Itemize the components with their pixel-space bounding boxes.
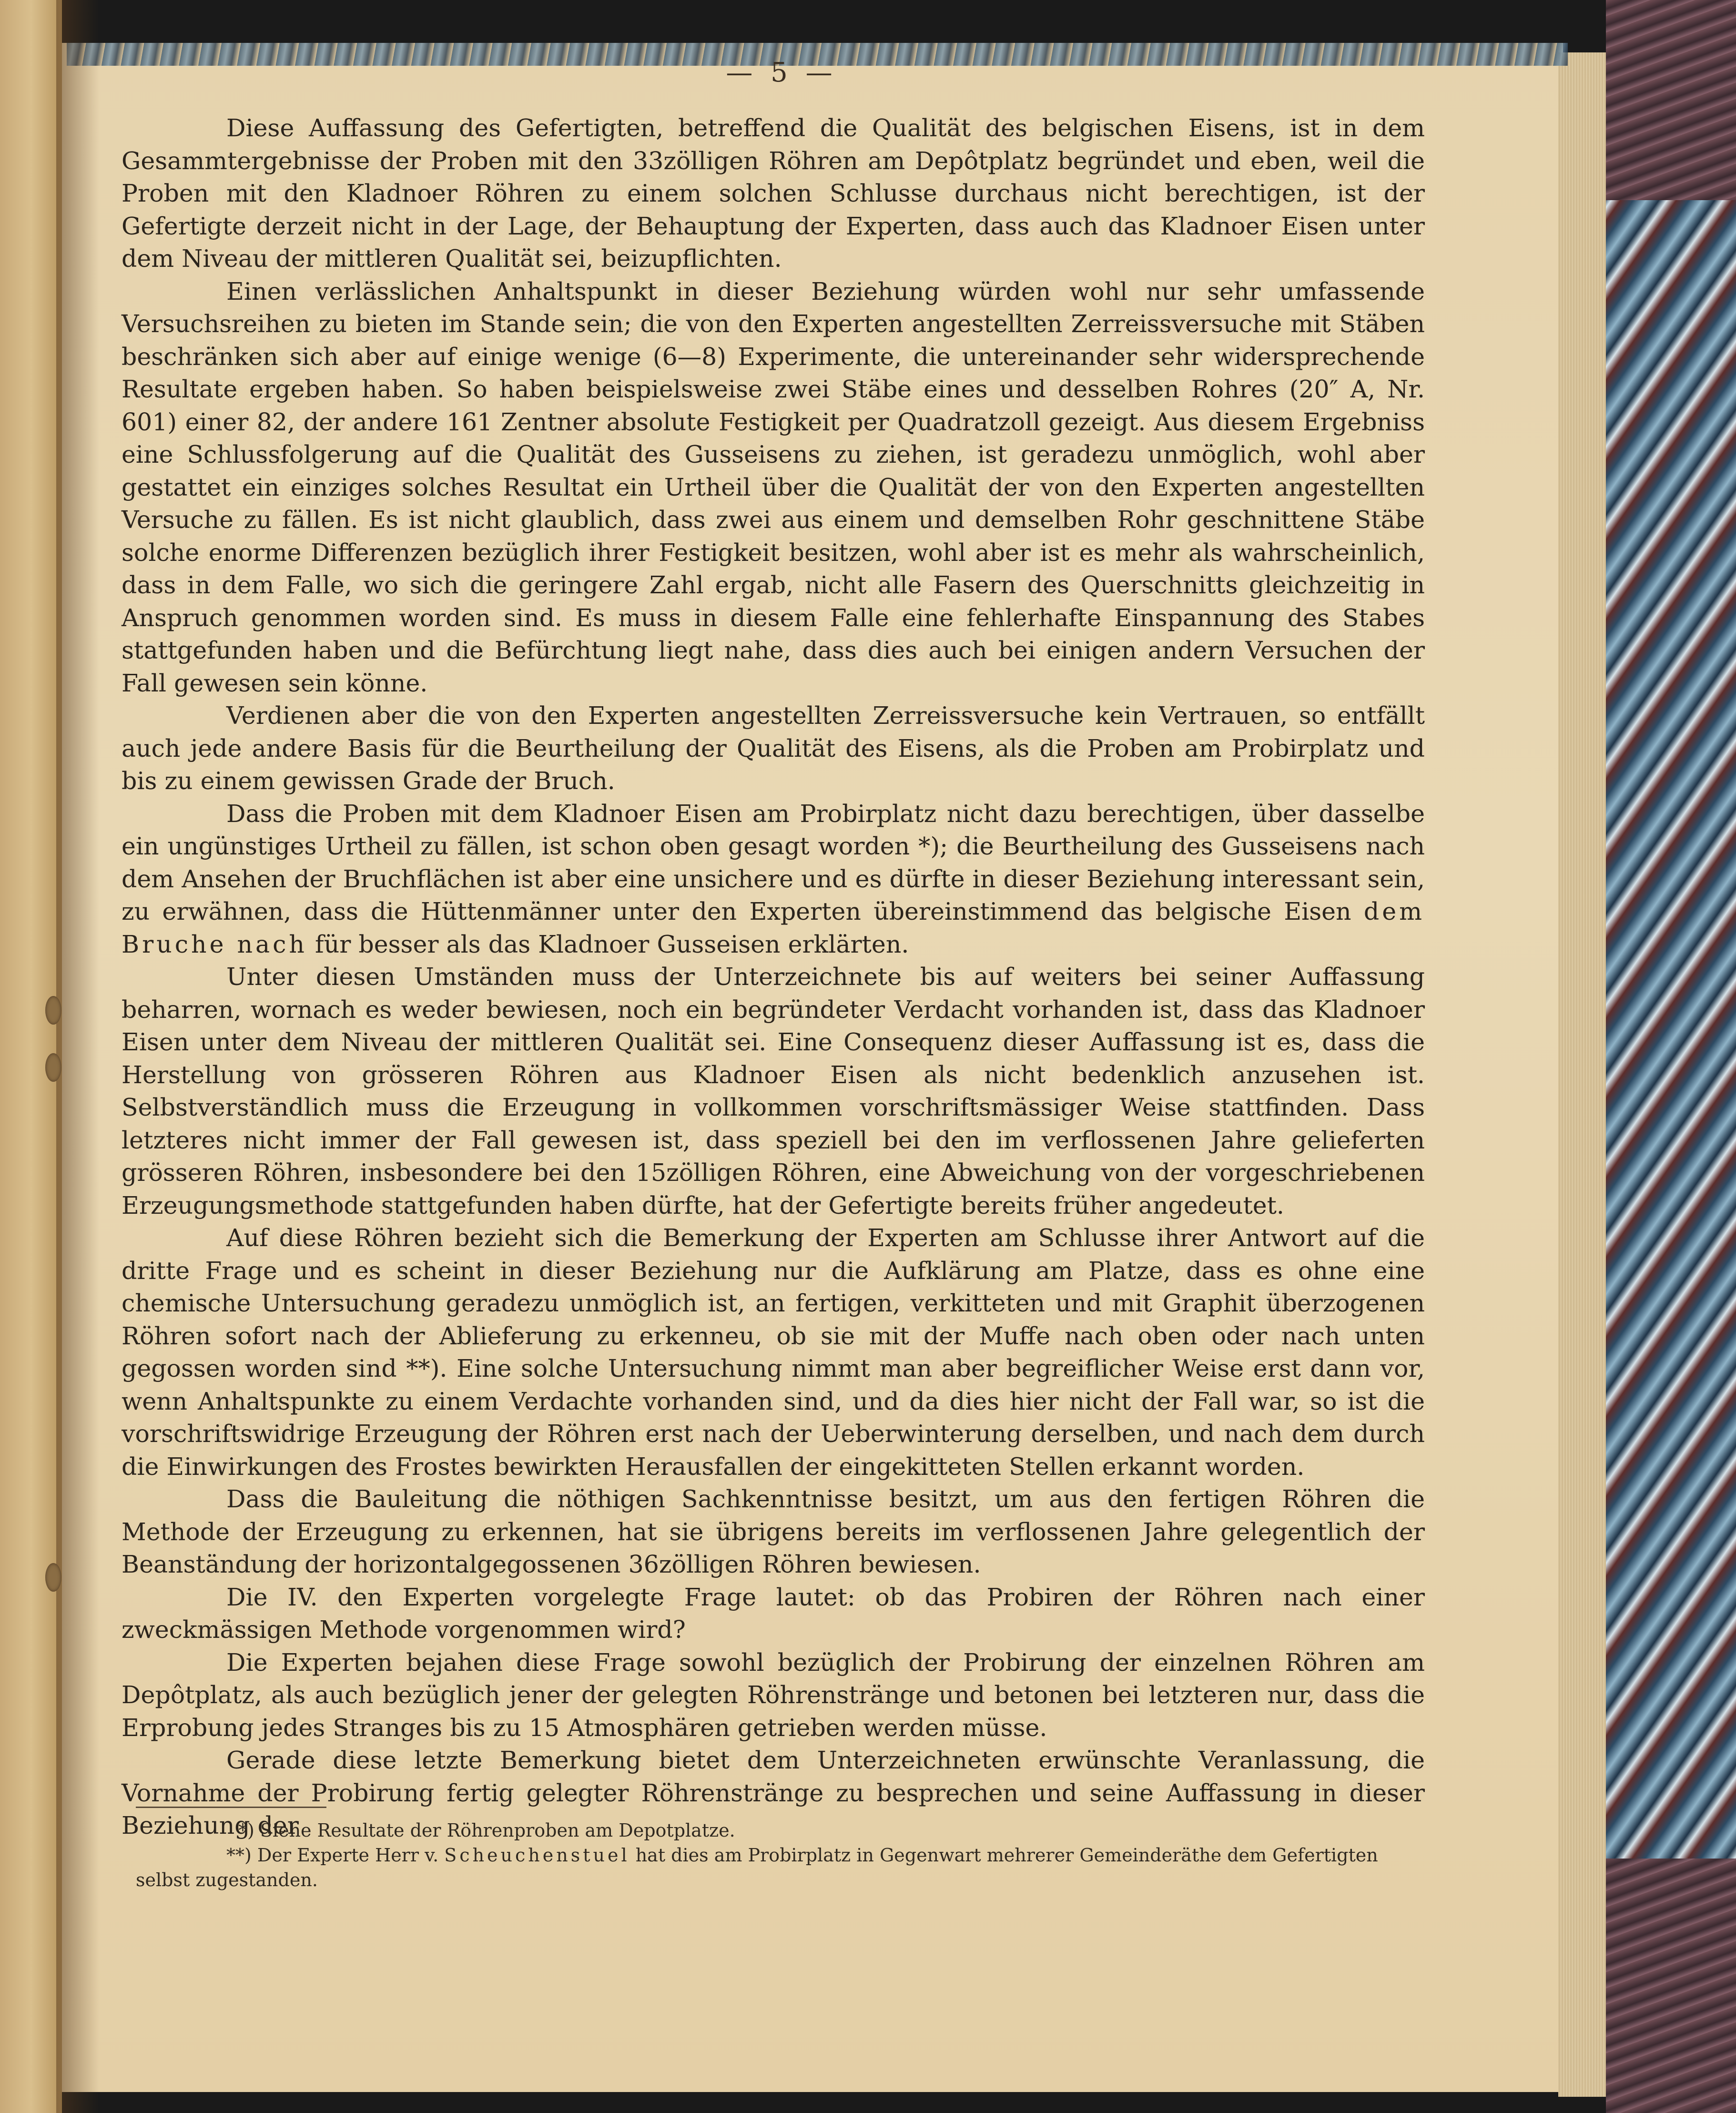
binding-hole xyxy=(45,1053,61,1082)
paragraph: Die Experten bejahen diese Frage sowohl bezüglich der Probirung der einzelnen Röhren am Depôtplatz, als auch bezüglich jener der gelegten Röhrenstränge und betonen bei letzteren nur, dass die Erprobung jedes Stranges bis zu 15 Atmosphären getrieben werden müsse. xyxy=(122,1648,1425,1742)
footnote-rule xyxy=(136,1807,326,1808)
gutter-shadow xyxy=(56,0,99,2113)
paragraph: Auf diese Röhren bezieht sich die Bemerkung der Experten am Schlusse ihrer Antwort auf die dritte Frage und es scheint in dieser Beziehung nur die Aufklärung am Platze, dass es ohne eine chemische Untersuchung geradezu unmöglich ist, an fertigen, verkitteten und mit Graphit überzogenen Röhren sofort nach der Ablieferung zu erkenneu, ob sie mit der Muffe nach oben oder nach unten gegossen worden sind **). Eine solche Untersuchung nimmt man aber begreiflicher Weise erst dann vor, wenn Anhaltspunkte zu einem Verdachte vorhanden sind, und da dies hier nicht der Fall war, so ist die vorschriftswidrige Erzeugung der Röhren erst nach der Ueberwinterung derselben, und nach dem durch die Einwirkungen des Frostes bewirkten Herausfallen der eingekitteten Stellen erkannt worden. xyxy=(122,1224,1425,1481)
footnote xyxy=(136,1843,1427,1892)
paragraph: Gerade diese letzte Bemerkung bietet dem Unterzeichneten erwünschte Veranlassung, die Vornahme der Probirung fertig gelegter Röhrenstränge zu besprechen und seine Auffassung in dieser Beziehung der xyxy=(122,1746,1425,1839)
footnote-text: hat dies am Probirplatz in Gegenwart mehrerer Gemeinderäthe dem Gefertigten selbst zugestanden. xyxy=(136,1845,1378,1890)
paragraph: Unter diesen Umständen muss der Unterzeichnete bis auf weiters bei seiner Auffassung beharren, wornach es weder bewiesen, noch ein begründeter Verdacht vorhanden ist, dass das Kladnoer Eisen unter dem Niveau der mittleren Qualität sei. Eine Consequenz dieser Auffassung ist es, dass die Herstellung von grösseren Röhren aus Kladnoer Eisen als nicht bedenklich anzusehen ist. Selbstverständlich muss die Erzeugung in vollkommen vorschriftsmässiger Weise stattfinden. Dass letzteres nicht immer der Fall gewesen ist, dass speziell bei den im verflossenen Jahre gelieferten grösseren Röhren, insbesondere bei den 15zölligen Röhren, eine Abweichung von der vorgeschriebenen Erzeugungsmethode stattgefunden haben dürfte, hat der Gefertigte bereits früher angedeutet. xyxy=(122,963,1425,1219)
paragraph: Diese Auffassung des Gefertigten, betreffend die Qualität des belgischen Eisens, ist in dem Gesammtergebnisse der Proben mit den 33zölligen Röhren am Depôtplatz begründet und eben, weil die Proben mit den Kladnoer Röhren zu einem solchen Schlusse durchaus nicht berechtigen, ist der Gefertigte derzeit nicht in der Lage, der Behauptung der Experten, dass auch das Kladnoer Eisen unter dem Niveau der mittleren Qualität sei, beizupflichten. xyxy=(122,114,1425,273)
paragraph: Verdienen aber die von den Experten angestellten Zerreissversuche kein Vertrauen, so entfällt auch jede andere Basis für die Beurtheilung der Qualität des Eisens, als die Proben am Probirplatz und bis zu einem gewissen Grade der Bruch. xyxy=(122,701,1425,795)
paragraph: Einen verlässlichen Anhaltspunkt in dieser Beziehung würden wohl nur sehr umfassende Versuchsreihen zu bieten im Stande sein; die von den Experten angestellten Zerreissversuche mit Stäben beschränken sich aber auf einige wenige (6—8) Experimente, die untereinander sehr widersprechende Resultate ergeben haben. So haben beispielsweise zwei Stäbe eines und desselben Rohres (20″ A, Nr. 601) einer 82, der andere 161 Zentner absolute Festigkeit per Quadratzoll gezeigt. Aus diesem Ergebniss eine Schlussfolgerung auf die Qualität des Gusseisens zu ziehen, ist geradezu unmöglich, wohl aber gestattet ein einziges solches Resultat ein Urtheil über die Qualität der von den Experten angestellten Versuche zu fällen. Es ist nicht glaublich, dass zwei aus einem und demselben Rohr geschnittene Stäbe solche enorme Differenzen bezüglich ihrer Festigkeit besitzen, wohl aber ist es mehr als wahrscheinlich, dass in dem Falle, wo sich die geringere Zahl ergab, nicht alle Fasern des Querschnitts gleichzeitig in Anspruch genommen worden sind. Es muss in diesem Falle eine fehlerhafte Einspannung des Stabes stattgefunden haben und die Befürchtung liegt nahe, dass dies auch bei einigen andern Versuchen der Fall gewesen sein könne. xyxy=(122,277,1425,697)
binding-hole xyxy=(45,1563,61,1592)
paragraph: Die IV. den Experten vorgelegte Frage lautet: ob das Probiren der Röhren nach einer zweckmässigen Methode vorgenommen wird? xyxy=(122,1583,1425,1644)
paragraph: Dass die Bauleitung die nöthigen Sachkenntnisse besitzt, um aus den fertigen Röhren die Methode der Erzeugung zu erkennen, hat sie übrigens bereits im verflossenen Jahre gelegentlich der Beanständung der horizontalgegossenen 36zölligen Röhren bewiesen. xyxy=(122,1485,1425,1578)
spaced-emphasis: dem Bruche nach xyxy=(122,897,1425,958)
page-number: — 5 — xyxy=(726,57,837,88)
paragraph-text: Dass die Proben mit dem Kladnoer Eisen am Probirplatz nicht dazu berechtigen, über dasselbe ein ungünstiges Urtheil zu fällen, ist schon oben gesagt worden *); die Beurtheilung des Gusseisens nach dem Ansehen der Bruchflächen ist aber eine unsichere und es dürfte in dieser Beziehung interessant sein, zu erwähnen, dass die Hüttenmänner unter den Experten übereinstimmend das belgische Eisen xyxy=(122,799,1425,925)
paragraph-text: für besser als das Kladnoer Gusseisen erklärten. xyxy=(307,930,909,958)
footnote-text: **) Der Experte Herr v. xyxy=(226,1845,445,1866)
cover-binding-top xyxy=(1606,0,1736,200)
body-text xyxy=(122,112,1425,1842)
binding-hole xyxy=(45,996,61,1025)
cover-binding-bottom xyxy=(1606,1859,1736,2113)
footnotes xyxy=(136,1818,1427,1892)
paragraph xyxy=(122,798,1425,961)
marbled-cover-edge xyxy=(1606,0,1736,2113)
page-block-edges xyxy=(1558,52,1606,2097)
spaced-emphasis: Scheuchenstuel xyxy=(444,1845,630,1866)
footnote: *) Siehe Resultate der Röhrenproben am Depotplatze. xyxy=(238,1820,735,1841)
